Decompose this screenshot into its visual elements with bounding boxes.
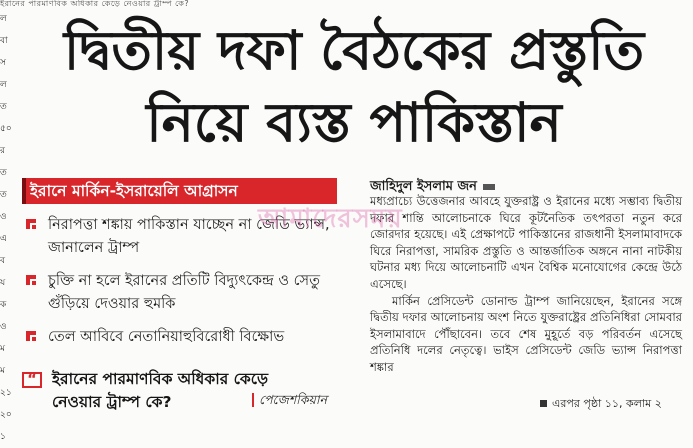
- article-paragraph: মার্কিন প্রেসিডেন্ট ডোনাল্ড ট্রাম্প জানিয়েছেন, ইরানের সঙ্গে দ্বিতীয় দফার আলোচনায় অংশ নিতে যুক্তরাষ্ট্রের প্রতিনিধিরা সোমবার ইসলামাবাদে পৌঁছাবেন। তবে শেষ মুহূর্তে বড় পরিবর্তন এসেছে প্রতিনিধি দলের নেতৃত্বে। ভাইস প্রেসিডেন্ট জেডি ভ্যান্স নিরাপত্তা শঙ্কার: [370, 293, 682, 374]
- fragment-char: ম: [0, 344, 5, 354]
- quote-text: ইরানের পারমাণবিক অধিকার কেড়ে নেওয়ার ট্রাম্প কে?: [52, 370, 269, 411]
- fragment-char: ল: [0, 14, 7, 24]
- bullet-marker-icon: [26, 219, 36, 229]
- fragment-char: ব: [0, 256, 6, 266]
- headline-line-1: দ্বিতীয় দফা বৈঠকের প্রস্তুতি: [63, 18, 645, 82]
- fragment-char: ম: [0, 366, 5, 376]
- byline-rule: [483, 184, 495, 190]
- highlight-text: তেল আবিবে নেতানিয়াহুবিরোধী বিক্ষোভ: [48, 329, 285, 345]
- author-name: জাহিদুল ইসলাম জন: [370, 179, 477, 194]
- fragment-char: ৫০: [0, 124, 12, 134]
- fragment-char: ত: [0, 190, 7, 200]
- bullet-marker-icon: [26, 331, 36, 341]
- topic-banner: ইরানে মার্কিন-ইসরায়েলি আগ্রাসন: [22, 178, 337, 204]
- publisher-watermark: আমাদেরসময়: [258, 204, 403, 234]
- highlight-item: [22, 214, 352, 260]
- fragment-char: ক: [0, 300, 7, 310]
- fragment-char: বা: [0, 36, 8, 46]
- cut-off-top-line: ইরানের পারমাণবিক অধিকার কেড়ে নেওয়ার ট্রাম্প কে?: [0, 0, 190, 8]
- fragment-char: এ: [0, 234, 7, 244]
- quote-mark-icon: “: [22, 372, 42, 388]
- quote-author: পেজেশকিয়ান: [252, 393, 327, 407]
- fragment-char: র: [0, 146, 5, 156]
- continuation-note: [540, 395, 662, 414]
- article-paragraph: মধ্যপ্রাচ্যে উত্তেজনার আবহে যুক্তরাষ্ট্র ও ইরানের মধ্যে সম্ভাব্য দ্বিতীয় দফার শান্তি আলোচনাকে ঘিরে কূটনৈতিক তৎপরতা নতুন করে জোরদার হয়েছে। এই প্রেক্ষাপটে পাকিস্তানের রাজধানী ইসলামাবাদকে ঘিরে নিরাপত্তা, সামরিক প্রস্তুতি ও আন্তর্জাতিক অঙ্গনে নানা নাটকীয় ঘটনার মধ্য দিয়ে আলোচনাটি এখন বৈশ্বিক মনোযোগের কেন্দ্রে উঠে এসেছে।: [370, 194, 682, 291]
- highlight-item: [22, 326, 352, 349]
- headline-line-2: নিয়ে ব্যস্ত পাকিস্তান: [146, 90, 562, 154]
- bullet-marker-icon: [26, 275, 36, 285]
- continuation-text: এরপর পৃষ্ঠা ১১, কলাম ২: [552, 397, 662, 410]
- pull-quote: [22, 368, 372, 414]
- highlight-text: চুক্তি না হলে ইরানের প্রতিটি বিদ্যুৎকেন্দ্র ও সেতু গুঁড়িয়ে দেওয়ার হুমকি: [48, 273, 321, 312]
- article-body: [370, 193, 682, 376]
- fragment-char: স: [0, 58, 6, 68]
- highlights-list: [22, 214, 352, 359]
- adjacent-column-fragment: [0, 8, 10, 442]
- fragment-char: ত: [0, 102, 7, 112]
- fragment-char: ত: [0, 168, 7, 178]
- fragment-char: ও: [0, 322, 7, 332]
- fragment-char: ২০: [0, 410, 12, 420]
- fragment-char: য: [0, 278, 6, 288]
- fragment-char: ল: [0, 80, 7, 90]
- fragment-char: ১: [0, 432, 6, 442]
- fragment-char: ও: [0, 212, 7, 222]
- fragment-char: ২১: [0, 388, 12, 398]
- highlight-item: [22, 270, 352, 316]
- headline: [20, 14, 688, 158]
- square-bullet-icon: [540, 400, 547, 407]
- highlight-text: নিরাপত্তা শঙ্কায় পাকিস্তান যাচ্ছেন না জেডি ভ্যান্স, জানালেন ট্রাম্প: [48, 217, 330, 256]
